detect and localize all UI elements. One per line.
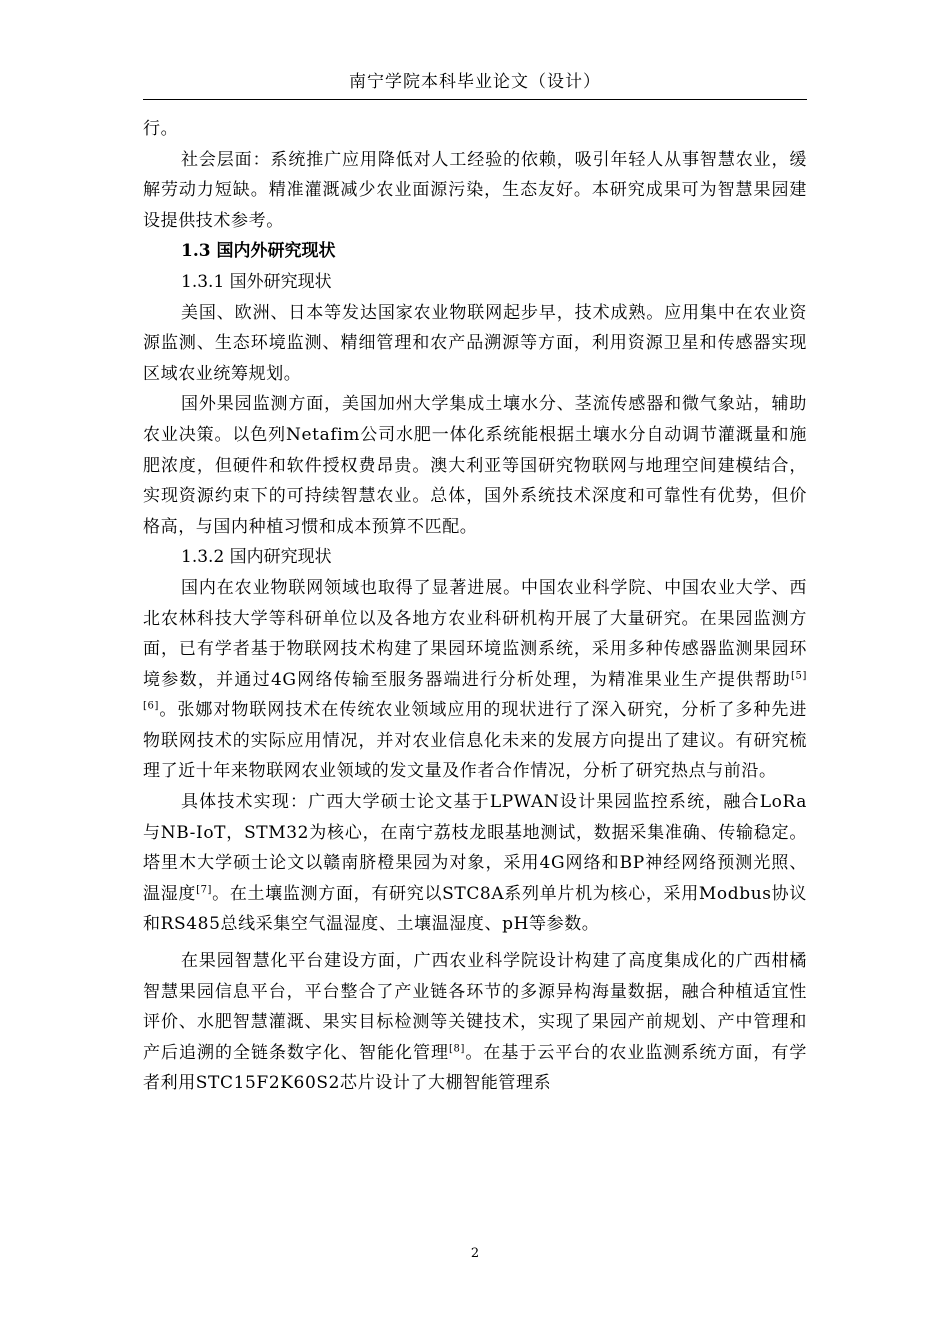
text-span: 在果园智慧化平台建设方面，广西农业科学院设计构建了高度集成化的广西柑橘智慧果园信息平台，平台整合了产业链各环节的多源异构海量数据，融合种植适宜性评价、水肥智慧灌溉、果实目标检测等关键技术，实现了果园产前规划、产中管理和产后追溯的全链条数字化、智能化管理 xyxy=(143,951,807,1063)
text-span: 国内在农业物联网领域也取得了显著进展。中国农业科学院、中国农业大学、西北农林科技大学等科研单位以及各地方农业科研机构开展了大量研究。在果园监测方面，已有学者基于物联网技术构建了果园环境监测系统，采用多种传感器监测果园环境参数，并通过4G网络传输至服务器端进行分析处理，为精准果业生产提供帮助 xyxy=(143,577,807,690)
paragraph-social-level: 社会层面：系统推广应用降低对人工经验的依赖，吸引年轻人从事智慧农业，缓解劳动力短缺。精准灌溉减少农业面源污染，生态友好。本研究成果可为智慧果园建设提供技术参考。 xyxy=(143,149,807,231)
paragraph-continuation: 行。 xyxy=(143,119,179,139)
paragraph-technical-implementation xyxy=(143,787,807,940)
text-span: 。在土壤监测方面，有研究以STC8A系列单片机为核心，采用Modbus协议和RS485总线采集空气温湿度、土壤温湿度、pH等参数。 xyxy=(143,883,807,935)
header-divider xyxy=(143,99,807,100)
paragraph-foreign-orchard: 国外果园监测方面，美国加州大学集成土壤水分、茎流传感器和微气象站，辅助农业决策。以色列Netafim公司水肥一体化系统能根据土壤水分自动调节灌溉量和施肥浓度，但硬件和软件授权费昂贵。澳大利亚等国研究物联网与地理空间建模结合，实现资源约束下的可持续智慧农业。总体，国外系统技术深度和可靠性有优势，但价格高，与国内种植习惯和成本预算不匹配。 xyxy=(143,394,807,537)
citation-5-6: [5][6] xyxy=(143,670,807,712)
citation-8: [8] xyxy=(449,1043,465,1055)
subsection-heading-1-3-2: 1.3.2 国内研究现状 xyxy=(181,547,332,568)
text-span: 具体技术实现：广西大学硕士论文基于LPWAN设计果园监控系统，融合LoRa与NB-IoT，STM32为核心，在南宁荔枝龙眼基地测试，数据采集准确、传输稳定。塔里木大学硕士论文以赣南脐橙果园为对象，采用4G网络和BP神经网络预测光照、温湿度 xyxy=(143,792,807,904)
subsection-heading-1-3-1: 1.3.1 国外研究现状 xyxy=(181,271,332,292)
page-number: 2 xyxy=(470,1246,480,1261)
body-text xyxy=(143,114,807,1099)
paragraph-foreign-overview: 美国、欧洲、日本等发达国家农业物联网起步早，技术成熟。应用集中在农业资源监测、生态环境监测、精细管理和农产品溯源等方面，利用资源卫星和传感器实现区域农业统筹规划。 xyxy=(143,302,807,384)
text-span: 。张娜对物联网技术在传统农业领域应用的现状进行了深入研究，分析了多种先进物联网技术的实际应用情况，并对农业信息化未来的发展方向提出了建议。有研究梳理了近十年来物联网农业领域的发文量及作者合作情况，分析了研究热点与前沿。 xyxy=(143,700,807,782)
running-header: 南宁学院本科毕业论文（设计） xyxy=(349,72,601,92)
text-span: 。在基于云平台的农业监测系统方面，有学者利用STC15F2K60S2芯片设计了大棚智能管理系 xyxy=(143,1042,807,1094)
paragraph-domestic-overview xyxy=(143,573,807,787)
section-heading-1-3: 1.3 国内外研究现状 xyxy=(181,241,336,262)
citation-7: [7] xyxy=(196,884,213,896)
paragraph-smart-platform xyxy=(143,946,807,1099)
